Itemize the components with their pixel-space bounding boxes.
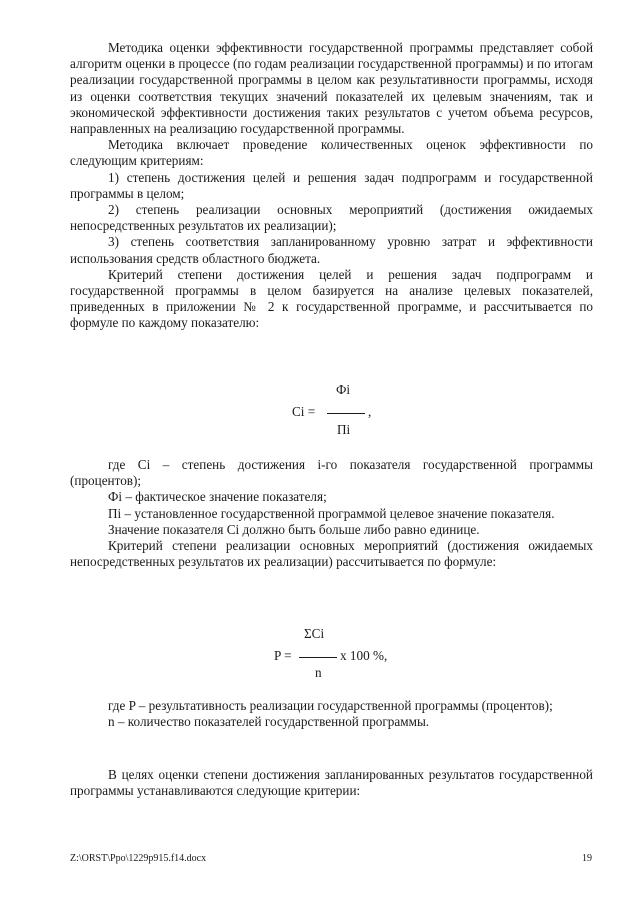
- text-block-methodology: [70, 40, 593, 332]
- paragraph: В целях оценки степени достижения запланированных результатов государственной программы устанавливаются следующие критерии:: [70, 767, 593, 799]
- paragraph: Методика включает проведение количественных оценок эффективности по следующим критериям:: [70, 137, 593, 169]
- formula-ci: [0, 380, 640, 440]
- fraction-bar: [299, 657, 337, 658]
- paragraph: Критерий степени достижения целей и решения задач подпрограмм и государственной программы в целом базируется на анализе целевых показателей, приведенных в приложении № 2 к государственной программе, и рассчитывается по формуле по каждому показателю:: [70, 266, 593, 331]
- text-block-p-explanation: [70, 698, 593, 730]
- footer-file-path: Z:\ORST\Ppo\1229p915.f14.docx: [70, 853, 207, 864]
- formula-p: [0, 624, 640, 684]
- footer-page-number: 19: [582, 853, 592, 864]
- paragraph: где Ci – степень достижения i-го показателя государственной программы (процентов);: [70, 457, 593, 489]
- paragraph: Значение показателя Ci должно быть больше либо равно единице.: [108, 521, 480, 537]
- formula-rhs: х 100 %,: [340, 648, 388, 663]
- paragraph: 2) степень реализации основных мероприятий (достижения ожидаемых непосредственных результатов их реализации);: [70, 202, 593, 234]
- paragraph: 1) степень достижения целей и решения задач подпрограмм и государственной программы в целом;: [70, 169, 593, 201]
- text-block-ci-explanation: [70, 457, 593, 570]
- formula-rhs: ,: [368, 404, 372, 419]
- formula-lhs: P =: [274, 648, 292, 663]
- paragraph: Фi – фактическое значение показателя;: [108, 489, 327, 505]
- paragraph: n – количество показателей государственной программы.: [108, 714, 430, 730]
- text-block-criteria-intro: [70, 767, 593, 799]
- paragraph: 3) степень соответствия запланированному уровню затрат и эффективности использования средств областного бюджета.: [70, 234, 593, 266]
- paragraph: Пi – установленное государственной программой целевое значение показателя.: [108, 505, 555, 521]
- formula-numerator: ΣCi: [304, 626, 325, 641]
- formula-numerator: Фi: [336, 382, 351, 397]
- paragraph: где P – результативность реализации государственной программы (процентов);: [108, 698, 553, 713]
- fraction-bar: [327, 413, 365, 414]
- paragraph: Критерий степени реализации основных мероприятий (достижения ожидаемых непосредственных результатов их реализации) рассчитывается по формуле:: [70, 538, 593, 570]
- formula-lhs: Ci =: [292, 404, 316, 419]
- formula-denominator: n: [315, 665, 322, 680]
- formula-denominator: Пi: [337, 422, 351, 437]
- paragraph: Методика оценки эффективности государственной программы представляет собой алгоритм оценки в процессе (по годам реализации государственной программы) и по итогам реализации государственной программы в целом как результативности программы, исходя из оценки соответствия текущих значений показателей их целевым значениям, так и экономической эффективности достижения таких результатов с учетом объема ресурсов, направленных на реализацию государственной программы.: [70, 40, 593, 137]
